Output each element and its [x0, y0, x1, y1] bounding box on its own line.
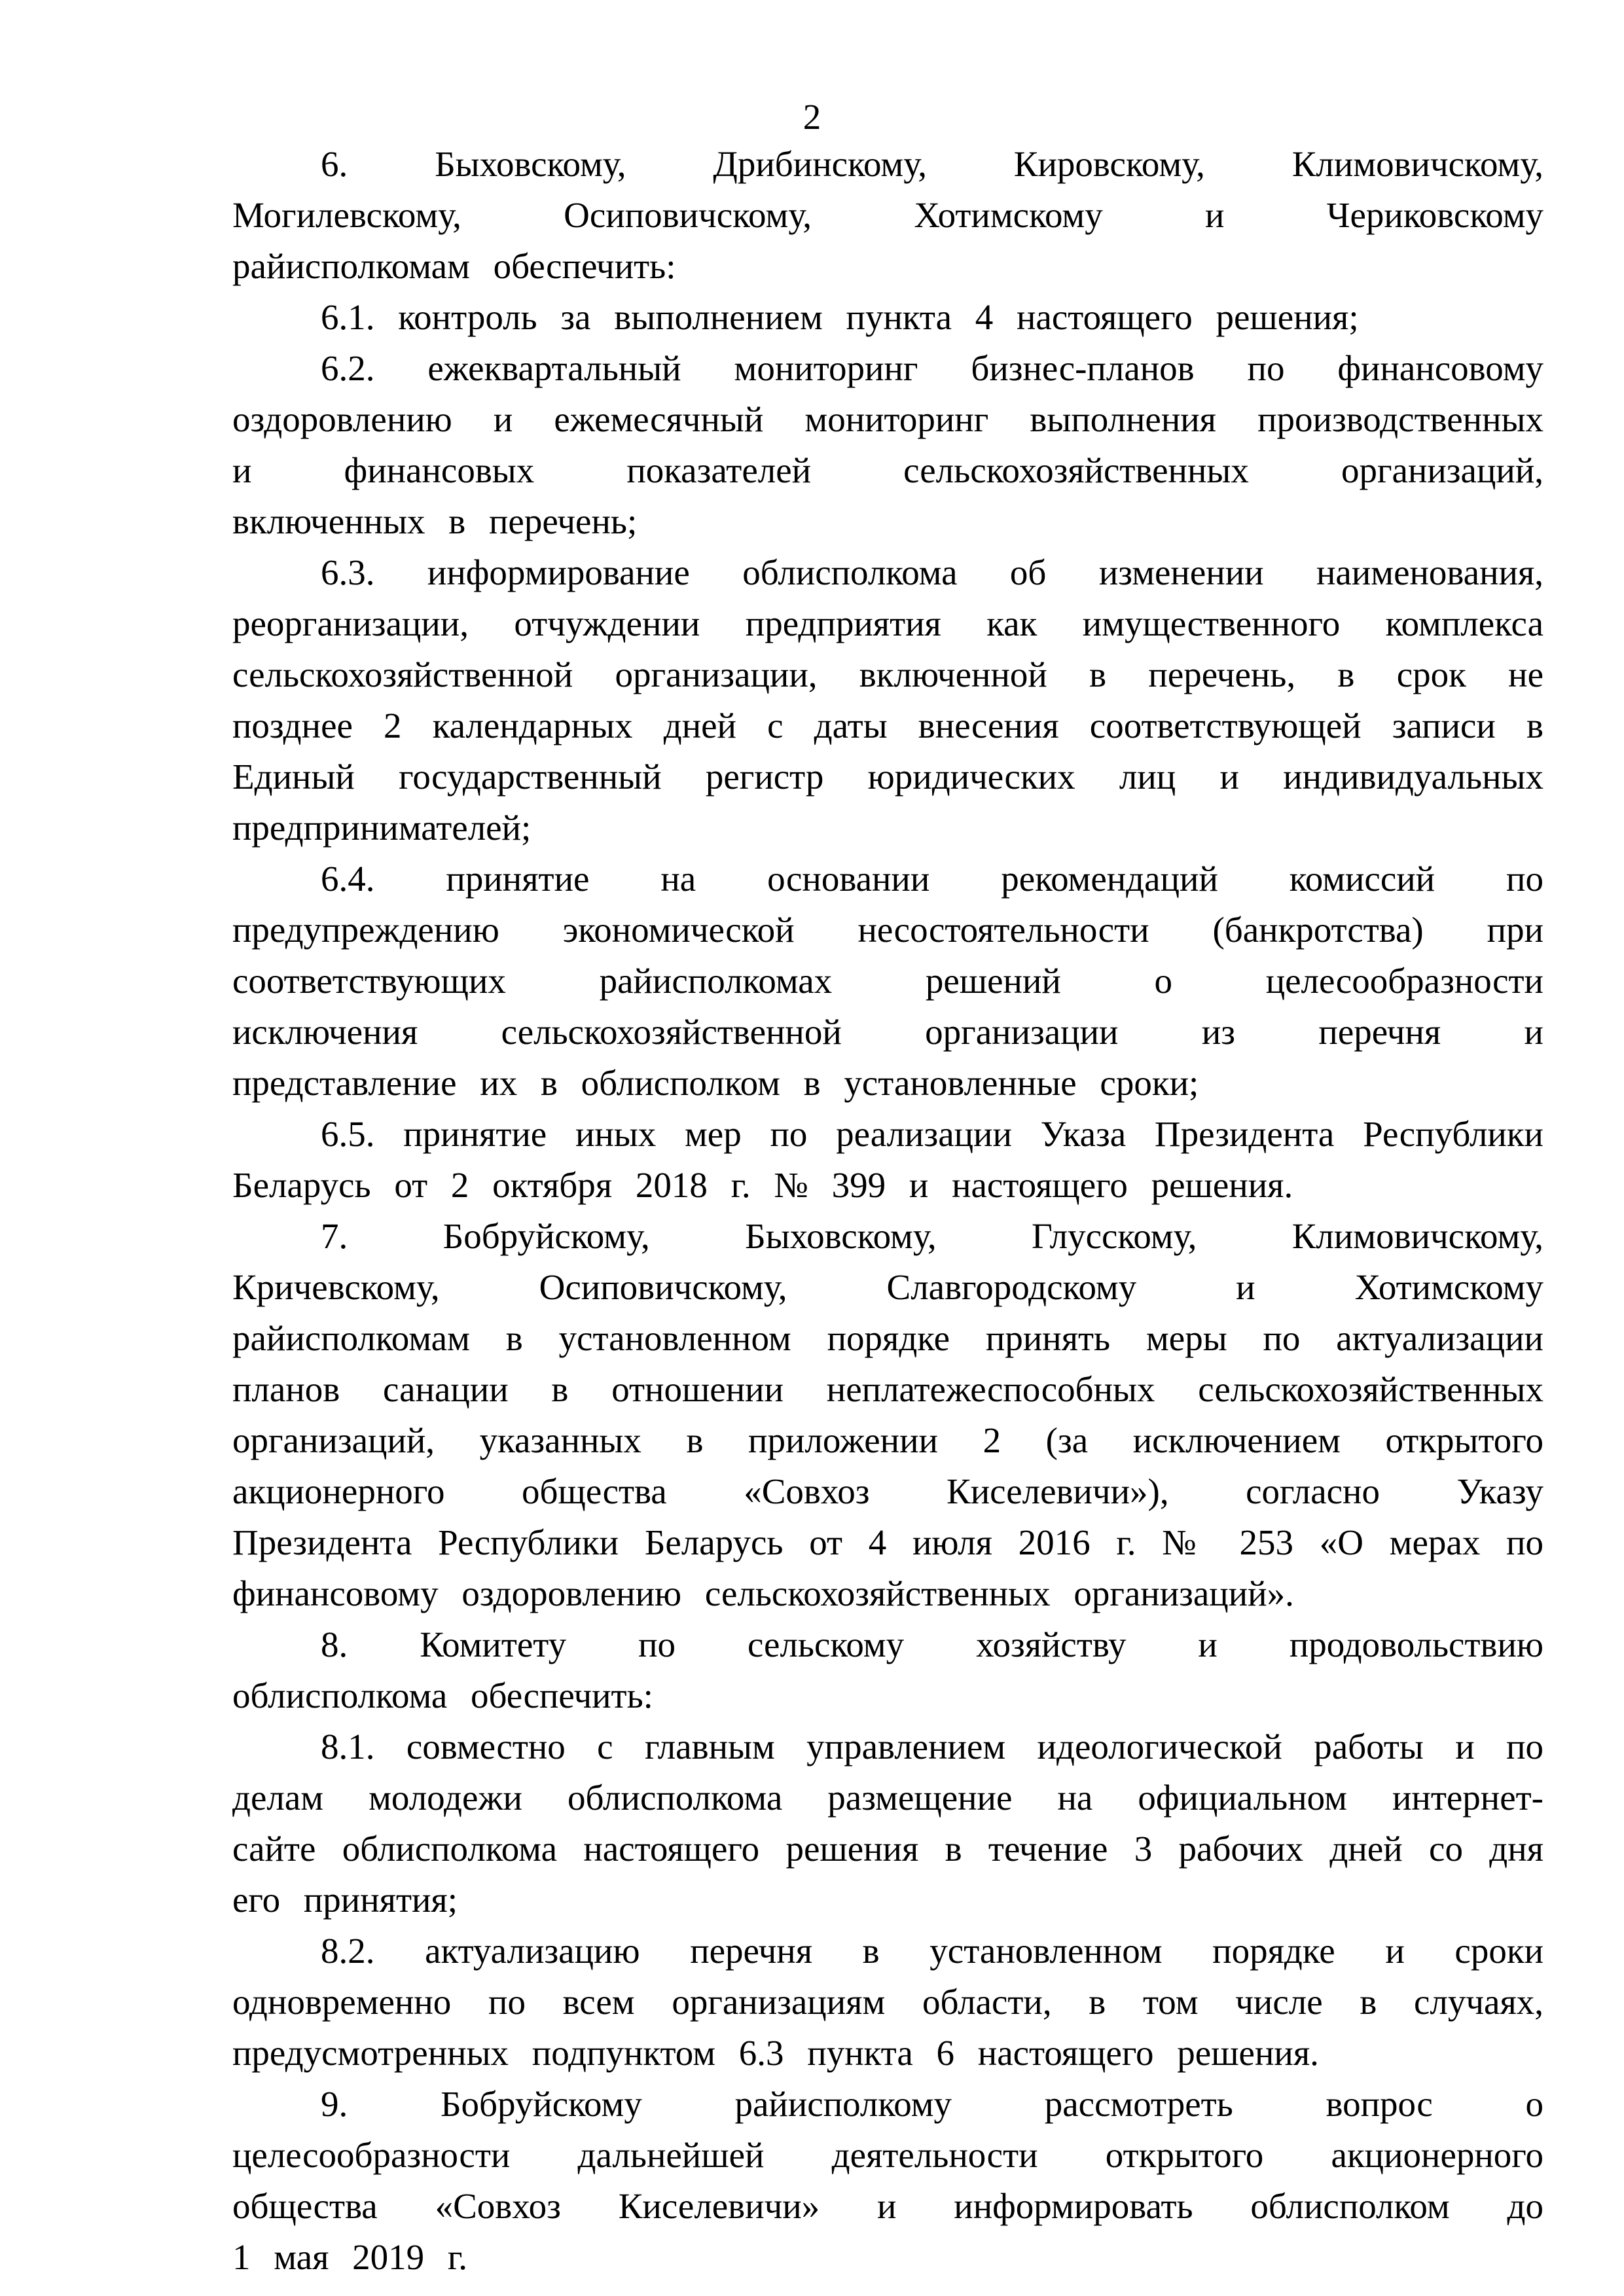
text-line: реорганизации, отчуждении предприятия как имущественного комплекса [232, 603, 1543, 643]
text-line: предпринимателей; [232, 808, 532, 848]
page-number: 2 [803, 97, 821, 137]
paragraph-6 [232, 139, 1543, 292]
text-line: 6.5. принятие иных мер по реализации Указа Президента Республики [321, 1114, 1543, 1154]
paragraph-7 [232, 1211, 1543, 1619]
text-line: 6.2. ежеквартальный мониторинг бизнес-планов по финансовому [321, 348, 1543, 388]
paragraph-6.1 [232, 292, 1543, 343]
text-line: 1 мая 2019 г. [232, 2237, 467, 2277]
text-line: его принятия; [232, 1880, 458, 1920]
text-line: планов санации в отношении неплатежеспособных сельскохозяйственных [232, 1369, 1543, 1409]
text-line: Могилевскому, Осиповичскому, Хотимскому и Чериковскому [232, 195, 1543, 235]
text-line: 7. Бобруйскому, Быховскому, Глусскому, Климовичскому, [321, 1216, 1543, 1256]
text-line: 6.4. принятие на основании рекомендаций комиссий по [321, 859, 1543, 899]
paragraph-6.3 [232, 547, 1543, 853]
text-line: включенных в перечень; [232, 501, 638, 541]
text-line: 6.1. контроль за выполнением пункта 4 настоящего решения; [321, 297, 1359, 337]
text-line: Единый государственный регистр юридических лиц и индивидуальных [232, 757, 1543, 797]
text-line: организаций, указанных в приложении 2 (за исключением открытого [232, 1420, 1543, 1460]
text-line: Беларусь от 2 октября 2018 г. № 399 и настоящего решения. [232, 1165, 1293, 1205]
text-line: представление их в облисполком в установленные сроки; [232, 1063, 1199, 1103]
text-line: сайте облисполкома настоящего решения в течение 3 рабочих дней со дня [232, 1829, 1543, 1869]
paragraph-6.2 [232, 343, 1543, 547]
text-line: соответствующих райисполкомах решений о целесообразности [232, 961, 1543, 1001]
text-line: 8.2. актуализацию перечня в установленном порядке и сроки [321, 1931, 1543, 1971]
text-line: 6. Быховскому, Дрибинскому, Кировскому, Климовичскому, [321, 144, 1543, 184]
text-line: предупреждению экономической несостоятельности (банкротства) при [232, 910, 1543, 950]
paragraph-6.5 [232, 1109, 1543, 1211]
paragraph-6.4 [232, 853, 1543, 1109]
text-line: делам молодежи облисполкома размещение на официальном интернет- [232, 1778, 1543, 1818]
text-line: акционерного общества «Совхоз Киселевичи»), согласно Указу [232, 1471, 1543, 1511]
text-line: финансовому оздоровлению сельскохозяйственных организаций». [232, 1573, 1294, 1613]
text-line: райисполкомам в установленном порядке принять меры по актуализации [232, 1318, 1543, 1358]
text-line: позднее 2 календарных дней с даты внесения соответствующей записи в [232, 706, 1543, 745]
text-line: целесообразности дальнейшей деятельности открытого акционерного [232, 2135, 1543, 2175]
text-line: 8. Комитету по сельскому хозяйству и продовольствию [321, 1624, 1543, 1664]
text-line: 6.3. информирование облисполкома об изменении наименования, [321, 552, 1543, 592]
text-line: исключения сельскохозяйственной организации из перечня и [232, 1012, 1543, 1052]
paragraph-9 [232, 2079, 1543, 2283]
text-line: Президента Республики Беларусь от 4 июля 2016 г. № 253 «О мерах по [232, 1522, 1543, 1562]
paragraph-8 [232, 1619, 1543, 1721]
text-line: облисполкома обеспечить: [232, 1676, 653, 1715]
text-line: райисполкомам обеспечить: [232, 246, 676, 286]
text-line: Кричевскому, Осиповичскому, Славгородскому и Хотимскому [232, 1267, 1543, 1307]
text-line: предусмотренных подпунктом 6.3 пункта 6 настоящего решения. [232, 2033, 1319, 2073]
document-body [232, 139, 1543, 2283]
text-line: оздоровлению и ежемесячный мониторинг выполнения производственных [232, 399, 1543, 439]
text-line: общества «Совхоз Киселевичи» и информировать облисполком до [232, 2186, 1543, 2226]
paragraph-8.1 [232, 1721, 1543, 1926]
text-line: 8.1. совместно с главным управлением идеологической работы и по [321, 1727, 1543, 1767]
text-line: сельскохозяйственной организации, включенной в перечень, в срок не [232, 655, 1543, 694]
text-line: 9. Бобруйскому райисполкому рассмотреть вопрос о [321, 2084, 1543, 2124]
text-line: и финансовых показателей сельскохозяйственных организаций, [232, 450, 1543, 490]
text-line: одновременно по всем организациям области, в том числе в случаях, [232, 1982, 1543, 2022]
paragraph-8.2 [232, 1926, 1543, 2079]
